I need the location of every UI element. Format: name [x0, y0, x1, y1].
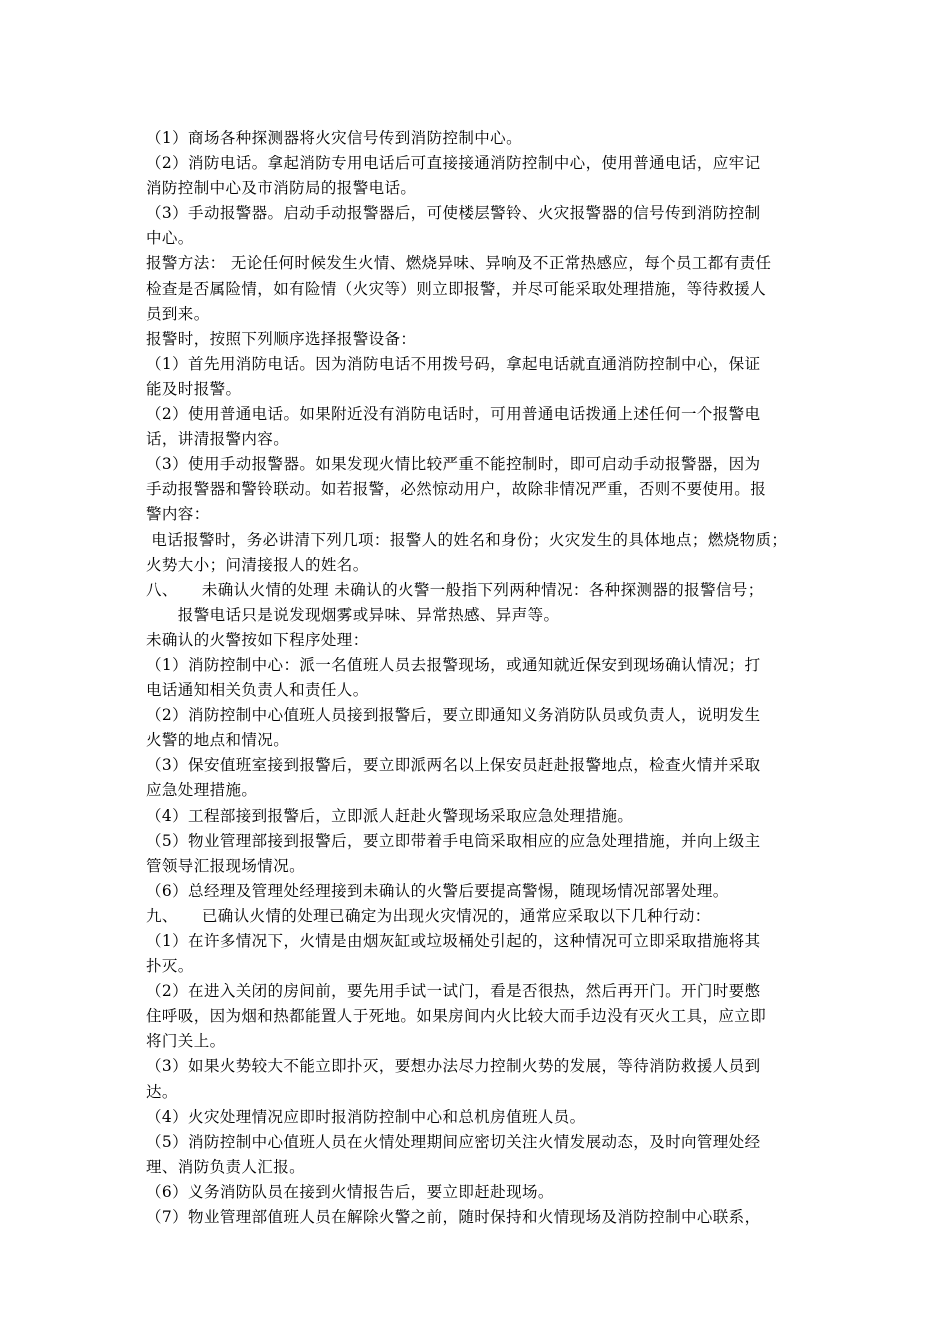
text-line: 管领导汇报现场情况。 [146, 856, 306, 875]
text-line: 报警方法： 无论任何时候发生火情、燃烧异味、异响及不正常热感应，每个员工都有责任 [146, 254, 772, 273]
text-line: （1）消防控制中心：派一名值班人员去报警现场，或通知就近保安到现场确认情况；打 [146, 655, 761, 674]
text-line: 检查是否属险情，如有险情（火灾等）则立即报警，并尽可能采取处理措施，等待救援人 [146, 279, 767, 298]
text-line: 火警的地点和情况。 [146, 731, 290, 750]
text-line: （3）如果火势较大不能立即扑灭，要想办法尽力控制火势的发展，等待消防救援人员到 [146, 1057, 761, 1076]
text-line: （6）义务消防队员在接到火情报告后，要立即赶赴现场。 [146, 1182, 554, 1201]
text-line: 应急处理措施。 [146, 781, 258, 800]
text-line: 理、消防负责人汇报。 [146, 1157, 306, 1176]
text-line: 能及时报警。 [146, 379, 242, 398]
section-heading-9: 九、 已确认火情的处理已确定为出现火灾情况的，通常应采取以下几种行动： [146, 906, 711, 925]
text-line: （4）火灾处理情况应即时报消防控制中心和总机房值班人员。 [146, 1107, 586, 1126]
text-line: （5）物业管理部接到报警后，要立即带着手电筒采取相应的应急处理措施，并向上级主 [146, 831, 761, 850]
text-line: 消防控制中心及市消防局的报警电话。 [146, 179, 417, 198]
text-line: 报警时，按照下列顺序选择报警设备： [146, 329, 417, 348]
text-line: 电话通知相关负责人和责任人。 [146, 681, 369, 700]
section-heading-8: 八、 未确认火情的处理 未确认的火警一般指下列两种情况：各种探测器的报警信号； [146, 580, 764, 599]
text-line: （2）消防电话。拿起消防专用电话后可直接接通消防控制中心，使用普通电话，应牢记 [146, 154, 761, 173]
text-line: 报警电话只是说发现烟雾或异味、异常热感、异声等。 [146, 605, 560, 624]
text-line: （3）手动报警器。启动手动报警器后，可使楼层警铃、火灾报警器的信号传到消防控制 [146, 204, 761, 223]
text-line: （1）在许多情况下，火情是由烟灰缸或垃圾桶处引起的，这种情况可立即采取措施将其 [146, 932, 761, 950]
text-line: （3）使用手动报警器。如果发现火情比较严重不能控制时，即可启动手动报警器，因为 [146, 455, 761, 474]
text-line: （5）消防控制中心值班人员在火情处理期间应密切关注火情发展动态，及时向管理处经 [146, 1132, 761, 1151]
document-page [146, 126, 814, 1230]
text-line: （6）总经理及管理处经理接到未确认的火警后要提高警惕，随现场情况部署处理。 [146, 881, 729, 900]
text-line: （1）首先用消防电话。因为消防电话不用拨号码，拿起电话就直通消防控制中心，保证 [146, 354, 761, 373]
text-line: 中心。 [146, 229, 194, 248]
text-line: （7）物业管理部值班人员在解除火警之前，随时保持和火情现场及消防控制中心联系， [146, 1208, 761, 1227]
text-line: 火势大小；问清接报人的姓名。 [146, 555, 369, 574]
text-line: （1）商场各种探测器将火灾信号传到消防控制中心。 [146, 129, 522, 147]
text-line: 警内容： [146, 505, 210, 524]
text-line: （4）工程部接到报警后，立即派人赶赴火警现场采取应急处理措施。 [146, 806, 634, 825]
text-line: 住呼吸，因为烟和热都能置人于死地。如果房间内火比较大而手边没有灭火工具，应立即 [146, 1007, 767, 1026]
text-line: 未确认的火警按如下程序处理： [146, 630, 369, 649]
text-line: 电话报警时，务必讲清下列几项：报警人的姓名和身份；火灾发生的具体地点；燃烧物质； [146, 530, 788, 549]
text-line: 扑灭。 [146, 957, 194, 976]
text-line: （2）消防控制中心值班人员接到报警后，要立即通知义务消防队员或负责人，说明发生 [146, 706, 761, 725]
text-line: 达。 [146, 1082, 178, 1101]
text-line: 手动报警器和警铃联动。如若报警，必然惊动用户，故除非情况严重，否则不要使用。报 [146, 480, 767, 499]
text-line: 话，讲清报警内容。 [146, 430, 290, 449]
text-line: （2）使用普通电话。如果附近没有消防电话时，可用普通电话拨通上述任何一个报警电 [146, 405, 761, 424]
text-line: 将门关上。 [146, 1032, 226, 1051]
text-line: （2）在进入关闭的房间前，要先用手试一试门，看是否很热，然后再开门。开门时要憋 [146, 982, 761, 1001]
text-line: （3）保安值班室接到报警后，要立即派两名以上保安员赶赴报警地点，检查火情并采取 [146, 756, 761, 775]
text-line: 员到来。 [146, 304, 210, 323]
